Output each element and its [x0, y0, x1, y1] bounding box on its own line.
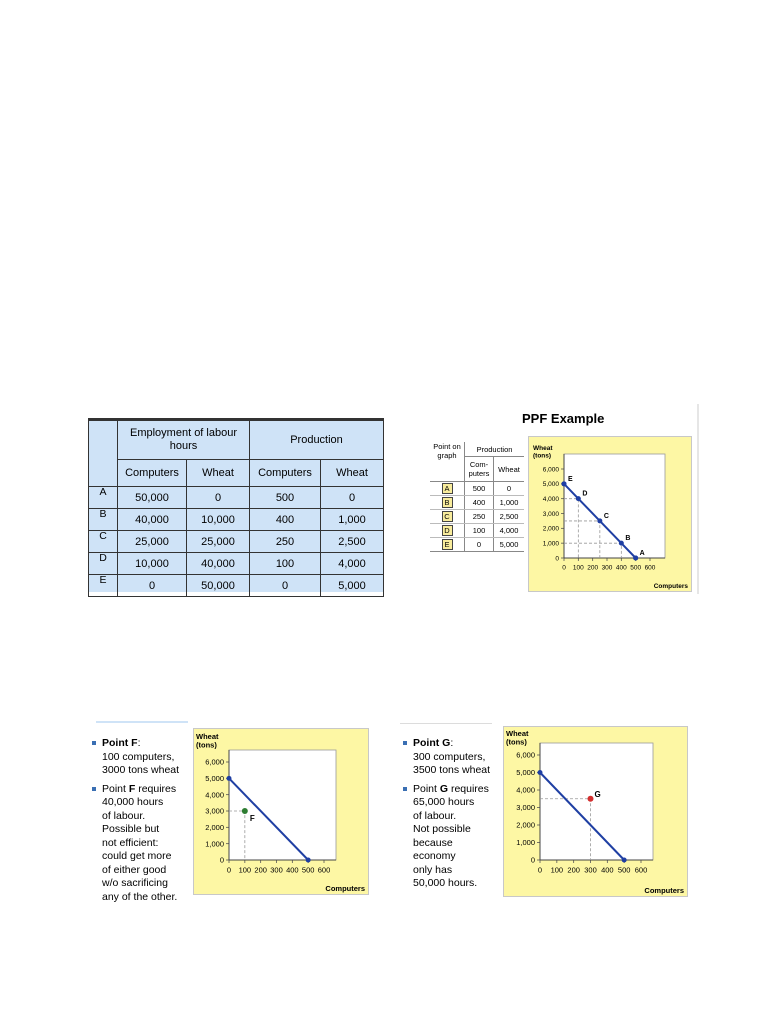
point-label: A	[639, 550, 645, 557]
cell: 40,000	[187, 553, 250, 575]
col-emp-wheat: Wheat	[187, 460, 250, 487]
x-axis-title: Computers	[653, 583, 688, 590]
y-tick-label: 0	[530, 855, 535, 865]
table-row	[89, 487, 384, 509]
y-axis-title: (tons)	[506, 737, 527, 747]
y-tick-label: 0	[219, 855, 224, 865]
bullet-text: : 300 computers, 3500 tons wheat	[413, 737, 491, 776]
table-row	[430, 510, 524, 524]
employment-production-table	[88, 418, 384, 592]
x-axis-title: Computers	[325, 884, 365, 893]
table-row	[89, 553, 384, 575]
cell: 5,000	[321, 575, 384, 597]
y-tick-label: 3,000	[542, 510, 559, 518]
chart-svg	[529, 437, 691, 591]
point-f-chart	[193, 728, 369, 895]
table-row	[430, 538, 524, 552]
x-tick-label: 200	[567, 865, 580, 875]
bullet-prefix: Point	[102, 782, 129, 795]
data-point-e	[562, 481, 567, 486]
cell: 0	[118, 575, 187, 597]
ppf-example-title: PPF Example	[522, 411, 605, 426]
plot-area	[564, 454, 665, 558]
header-employment: Employment of labour hours	[118, 421, 250, 460]
cell: 10,000	[187, 509, 250, 531]
y-tick-label: 5,000	[542, 481, 559, 489]
cell: 25,000	[118, 531, 187, 553]
bullet-icon	[92, 741, 96, 745]
x-tick-label: 100	[238, 865, 252, 875]
point-label: E	[568, 475, 573, 483]
cell: 400	[465, 496, 494, 510]
point-g-notes	[403, 737, 503, 896]
y-tick-label: 2,000	[205, 822, 224, 832]
header-strip	[400, 723, 492, 724]
bullet-icon	[403, 741, 407, 745]
table-row	[430, 482, 524, 496]
x-tick-label: 400	[601, 865, 614, 875]
x-tick-label: 300	[584, 865, 597, 875]
y-axis-title: (tons)	[196, 740, 217, 750]
x-tick-label: 0	[562, 564, 566, 572]
list-item	[403, 737, 503, 778]
y-axis-title: Wheat	[506, 729, 529, 738]
cell: 100	[250, 553, 321, 575]
table-row	[89, 509, 384, 531]
y-tick-label: 0	[555, 555, 559, 563]
y-tick-label: 5,000	[205, 773, 224, 783]
cell: 100	[465, 524, 494, 538]
col-wheat-header: Wheat	[494, 457, 525, 482]
header-production: Production	[250, 421, 384, 460]
data-point-d	[576, 496, 581, 501]
point-label: B	[625, 535, 631, 543]
ppf-points-grid	[430, 442, 524, 552]
x-tick-label: 400	[615, 564, 627, 572]
cell: 250	[250, 531, 321, 553]
y-tick-label: 5,000	[516, 768, 535, 778]
bullet-icon	[403, 787, 407, 791]
point-label: G	[594, 789, 601, 799]
point-badge: B	[442, 497, 453, 508]
x-tick-label: 600	[644, 564, 656, 572]
y-tick-label: 2,000	[542, 525, 559, 533]
col-computers-header: Com-puters	[465, 457, 494, 482]
header-strip	[96, 721, 188, 723]
y-tick-label: 1,000	[516, 838, 535, 848]
y-tick-label: 1,000	[542, 540, 559, 548]
plot-area	[229, 750, 336, 860]
ppf-chart	[528, 436, 692, 592]
point-g-chart	[503, 726, 688, 897]
x-tick-label: 100	[550, 865, 564, 875]
cell: 10,000	[118, 553, 187, 575]
ppf-points-table	[430, 442, 524, 552]
series-point	[622, 858, 627, 863]
cell: 0	[465, 538, 494, 552]
point-badge: A	[442, 483, 453, 494]
corner-cell	[89, 421, 118, 487]
table-row	[430, 496, 524, 510]
y-tick-label: 3,000	[205, 806, 224, 816]
table-row	[430, 524, 524, 538]
x-tick-label: 500	[301, 865, 315, 875]
cell: 500	[250, 487, 321, 509]
x-tick-label: 500	[617, 865, 631, 875]
cell: 4,000	[321, 553, 384, 575]
x-tick-label: 100	[572, 564, 584, 572]
chart-svg	[504, 727, 687, 896]
x-tick-label: 600	[634, 865, 648, 875]
cell: 1,000	[321, 509, 384, 531]
cell: 400	[250, 509, 321, 531]
point-label: C	[603, 512, 609, 520]
x-tick-label: 200	[254, 865, 267, 875]
series-point	[306, 858, 311, 863]
cell: 500	[465, 482, 494, 496]
x-tick-label: 200	[587, 564, 599, 572]
col-prod-wheat: Wheat	[321, 460, 384, 487]
point-badge: C	[442, 511, 453, 522]
cell: 2,500	[494, 510, 525, 524]
cell: 50,000	[187, 575, 250, 597]
row-label: B	[89, 509, 118, 531]
cell: 0	[187, 487, 250, 509]
panel-divider	[697, 404, 699, 594]
bullet-text: requires 65,000 hours of labour. Not possible because economy only has 50,000 hours.	[413, 782, 489, 889]
plot-area	[540, 743, 653, 860]
row-label: C	[89, 531, 118, 553]
bullet-prefix: Point	[413, 782, 440, 795]
bullet-text: requires 40,000 hours of labour. Possible but not efficient: could get more of either good w/o sacrificing any of the other.	[102, 782, 178, 903]
bullet-icon	[92, 787, 96, 791]
col-prod-computers: Computers	[250, 460, 321, 487]
cell: 4,000	[494, 524, 525, 538]
y-axis-title: Wheat	[533, 445, 553, 452]
data-point-b	[619, 541, 624, 546]
data-point-a	[633, 556, 638, 561]
y-tick-label: 6,000	[516, 750, 535, 760]
x-tick-label: 300	[601, 564, 613, 572]
y-tick-label: 4,000	[205, 790, 224, 800]
cell: 25,000	[187, 531, 250, 553]
data-point-f	[242, 808, 248, 814]
y-tick-label: 4,000	[542, 495, 559, 503]
x-tick-label: 400	[286, 865, 299, 875]
cell: 2,500	[321, 531, 384, 553]
y-tick-label: 1,000	[205, 839, 224, 849]
table-row	[89, 575, 384, 597]
y-axis-title: Wheat	[196, 732, 219, 741]
list-item	[92, 783, 192, 905]
series-point	[538, 770, 543, 775]
y-axis-title: (tons)	[533, 452, 552, 460]
y-tick-label: 2,000	[516, 820, 535, 830]
row-label: D	[89, 553, 118, 575]
cell: 0	[250, 575, 321, 597]
table-row	[89, 531, 384, 553]
employment-table-grid	[88, 420, 384, 597]
series-point	[227, 776, 232, 781]
data-point-c	[597, 518, 602, 523]
x-tick-label: 600	[317, 865, 331, 875]
cell: 250	[465, 510, 494, 524]
data-point-g	[588, 796, 594, 802]
bullet-text: : 100 computers, 3000 tons wheat	[102, 737, 180, 776]
cell: 0	[321, 487, 384, 509]
bullet-bold: Point F	[102, 737, 138, 749]
x-tick-label: 0	[537, 865, 543, 875]
bullet-bold: G	[439, 782, 449, 795]
x-tick-label: 300	[270, 865, 283, 875]
y-tick-label: 4,000	[516, 785, 535, 795]
col-production-header: Production	[465, 442, 525, 457]
row-label: E	[89, 575, 118, 597]
point-label: D	[582, 490, 588, 498]
bullet-bold: F	[128, 782, 136, 795]
cell: 0	[494, 482, 525, 496]
point-badge: E	[442, 539, 453, 550]
x-tick-label: 500	[630, 564, 642, 572]
point-f-notes	[92, 737, 192, 909]
list-item	[92, 737, 192, 778]
chart-svg	[194, 729, 368, 894]
row-label: A	[89, 487, 118, 509]
y-tick-label: 6,000	[205, 757, 224, 767]
y-tick-label: 3,000	[516, 803, 535, 813]
cell: 50,000	[118, 487, 187, 509]
y-tick-label: 6,000	[542, 466, 559, 474]
cell: 1,000	[494, 496, 525, 510]
x-tick-label: 0	[226, 865, 232, 875]
point-label: F	[249, 814, 255, 823]
list-item	[403, 783, 503, 891]
cell: 40,000	[118, 509, 187, 531]
bullet-bold: Point G	[413, 737, 451, 749]
x-axis-title: Computers	[644, 886, 684, 895]
point-badge: D	[442, 525, 453, 536]
col-point-header: Point on graph	[430, 442, 465, 482]
col-emp-computers: Computers	[118, 460, 187, 487]
cell: 5,000	[494, 538, 525, 552]
